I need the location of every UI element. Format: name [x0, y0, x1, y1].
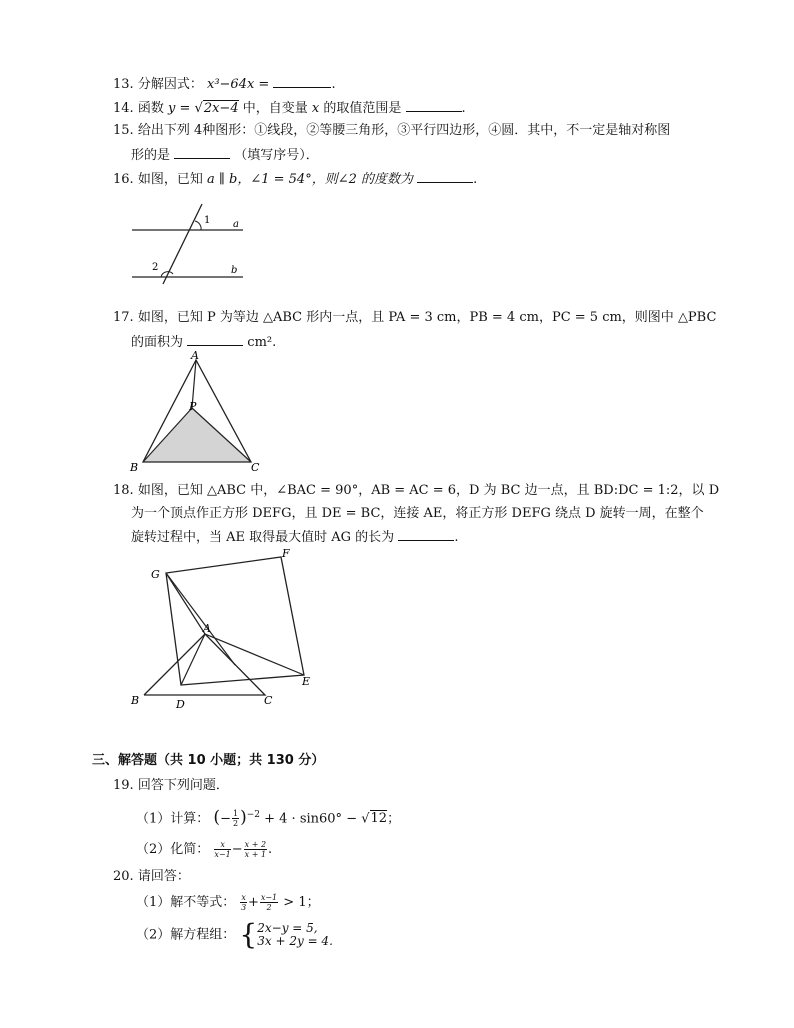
- paren-open: (: [213, 807, 221, 828]
- question-text: 为一个顶点作正方形 DEFG，且 DE = BC，连接 AE，将正方形 DEFG 绕点 D 旋转一周，在整个: [131, 506, 704, 521]
- question-number: 13.: [113, 77, 134, 92]
- question-20-part2: [136, 918, 333, 951]
- label-P: P: [189, 400, 197, 413]
- label-B: B: [131, 694, 140, 707]
- denominator: x−1: [214, 850, 231, 859]
- question-number: 15.: [113, 123, 134, 138]
- label-a: a: [233, 219, 239, 230]
- question-number: 19.: [113, 778, 134, 793]
- math-var: x: [311, 101, 320, 116]
- figure-parallel-lines: [125, 200, 255, 290]
- question-text: 如图，已知 P 为等边 △ABC 形内一点，且 PA = 3 cm，PB = 4 cm，PC = 5 cm，则图中 △PBC: [137, 310, 717, 325]
- question-text: 如图，已知: [137, 172, 203, 187]
- numerator: x: [241, 893, 246, 902]
- question-13: [113, 75, 336, 94]
- section-title-text: 三、解答题（共 10 小题；共 130 分）: [92, 753, 325, 768]
- fraction-2: [244, 840, 267, 859]
- segment-ad: [181, 634, 205, 685]
- answer-blank: [187, 333, 243, 346]
- label-C: C: [264, 694, 273, 707]
- question-text: 中，自变量: [242, 101, 308, 116]
- numerator: x + 2: [244, 840, 267, 849]
- answer-blank: [398, 528, 454, 541]
- question-text: 分解因式：: [137, 77, 203, 92]
- label-F: F: [282, 547, 290, 560]
- figure-rotating-square: [125, 545, 325, 715]
- section-3-title: [92, 752, 324, 770]
- punct: ；: [387, 811, 401, 827]
- label-A: A: [203, 622, 211, 635]
- angle-1-arc: [195, 221, 201, 230]
- sqrt-symbol: √: [194, 101, 203, 116]
- punct: .: [331, 77, 336, 92]
- question-number: 17.: [113, 310, 134, 325]
- answer-blank: [174, 146, 230, 159]
- question-16: [113, 170, 477, 189]
- label-D: D: [176, 698, 185, 711]
- sqrt-radicand: 12: [370, 811, 388, 827]
- math-expression: + 4 · sin60° −: [264, 811, 358, 827]
- answer-blank: [417, 170, 473, 183]
- question-15-line2: [131, 146, 319, 165]
- question-text: 的取值范围是: [323, 101, 402, 116]
- math-expression: > 1；: [283, 895, 320, 910]
- denominator: x + 1: [244, 850, 267, 859]
- equation-1: 2x−y = 5,: [257, 921, 318, 935]
- numerator: x−1: [260, 893, 278, 902]
- label-1: 1: [204, 215, 211, 226]
- question-number: 18.: [113, 483, 134, 498]
- question-text: cm².: [247, 335, 277, 350]
- denominator: 3: [241, 903, 247, 912]
- part-label: （2）解方程组：: [136, 927, 236, 943]
- punct: .: [454, 530, 459, 545]
- question-text: （填写序号）．: [234, 148, 319, 163]
- question-text: 给出下列 4种图形：①线段，②等腰三角形，③平行四边形，④圆．其中，不一定是轴对称图: [137, 123, 671, 138]
- question-15: [113, 122, 670, 140]
- denominator: 2: [266, 903, 272, 912]
- brace: {: [239, 918, 258, 951]
- shaded-triangle-pbc: [143, 408, 251, 462]
- question-text: 回答下列问题．: [137, 778, 229, 793]
- question-18: [113, 482, 719, 500]
- numerator: 1: [232, 809, 239, 819]
- question-17: [113, 309, 716, 327]
- punct: .: [268, 842, 273, 857]
- question-number: 14.: [113, 101, 134, 116]
- segment-ae: [205, 634, 304, 675]
- denominator: 2: [232, 819, 239, 829]
- part-label: （1）解不等式：: [136, 895, 236, 910]
- label-E: E: [302, 675, 311, 688]
- label-A: A: [191, 350, 199, 362]
- sqrt-radicand: 2x−4: [203, 101, 239, 116]
- question-number: 20.: [113, 869, 134, 884]
- numerator: x: [214, 840, 230, 850]
- part-label: （1）计算：: [136, 811, 210, 827]
- answer-blank: [273, 75, 331, 88]
- math-var: y: [167, 101, 176, 116]
- question-20-part1: [136, 893, 320, 912]
- question-19-part2: （2）化简： $\frac{x}{x-1}$ − $\frac{x + 2}{x + 1}$ .: [136, 840, 273, 859]
- math-op: +: [247, 895, 259, 910]
- fraction-1: [240, 893, 247, 912]
- equation-2: 3x + 2y = 4.: [257, 934, 333, 948]
- fraction-1: [214, 840, 230, 859]
- question-19-part1: [136, 806, 400, 828]
- figure-triangle-pbc: [125, 350, 270, 475]
- question-text: 如图，已知 △ABC 中，∠BAC = 90°，AB = AC = 6，D 为 BC 边一点，且 BD:DC = 1:2，以 D: [137, 483, 720, 498]
- sqrt-symbol: √: [361, 811, 370, 827]
- question-14: [113, 99, 466, 118]
- question-text: a ∥ b，∠1 = 54°，则∠2 的度数为: [206, 172, 413, 187]
- question-text: 形的是: [131, 148, 171, 163]
- label-G: G: [151, 568, 160, 581]
- label-C: C: [251, 461, 260, 474]
- segment-ag: [166, 573, 205, 634]
- punct: .: [473, 172, 478, 187]
- question-19: [113, 777, 229, 795]
- answer-blank: [406, 99, 462, 112]
- label-B: B: [130, 461, 139, 474]
- paren-close: ): [240, 807, 247, 828]
- math-expression: x³−64x =: [206, 77, 270, 92]
- question-18-line2: [131, 505, 704, 523]
- label-2: 2: [152, 262, 159, 273]
- part-label: （2）化简：: [136, 842, 210, 857]
- punct: .: [461, 101, 466, 116]
- question-number: 16.: [113, 172, 134, 187]
- math-op: −: [220, 811, 231, 827]
- question-text: 请回答：: [137, 869, 190, 884]
- fraction-2: [260, 893, 278, 912]
- triangle-abc: [144, 634, 265, 695]
- question-text: 的面积为: [131, 335, 184, 350]
- question-text: 旋转过程中，当 AE 取得最大值时 AG 的长为: [131, 530, 395, 545]
- question-text: 函数: [137, 101, 164, 116]
- label-b: b: [231, 265, 238, 276]
- exponent: −2: [246, 810, 260, 820]
- math-op: =: [179, 101, 191, 116]
- fraction: [232, 809, 239, 828]
- question-20: [113, 868, 190, 886]
- equation-system: [257, 922, 333, 948]
